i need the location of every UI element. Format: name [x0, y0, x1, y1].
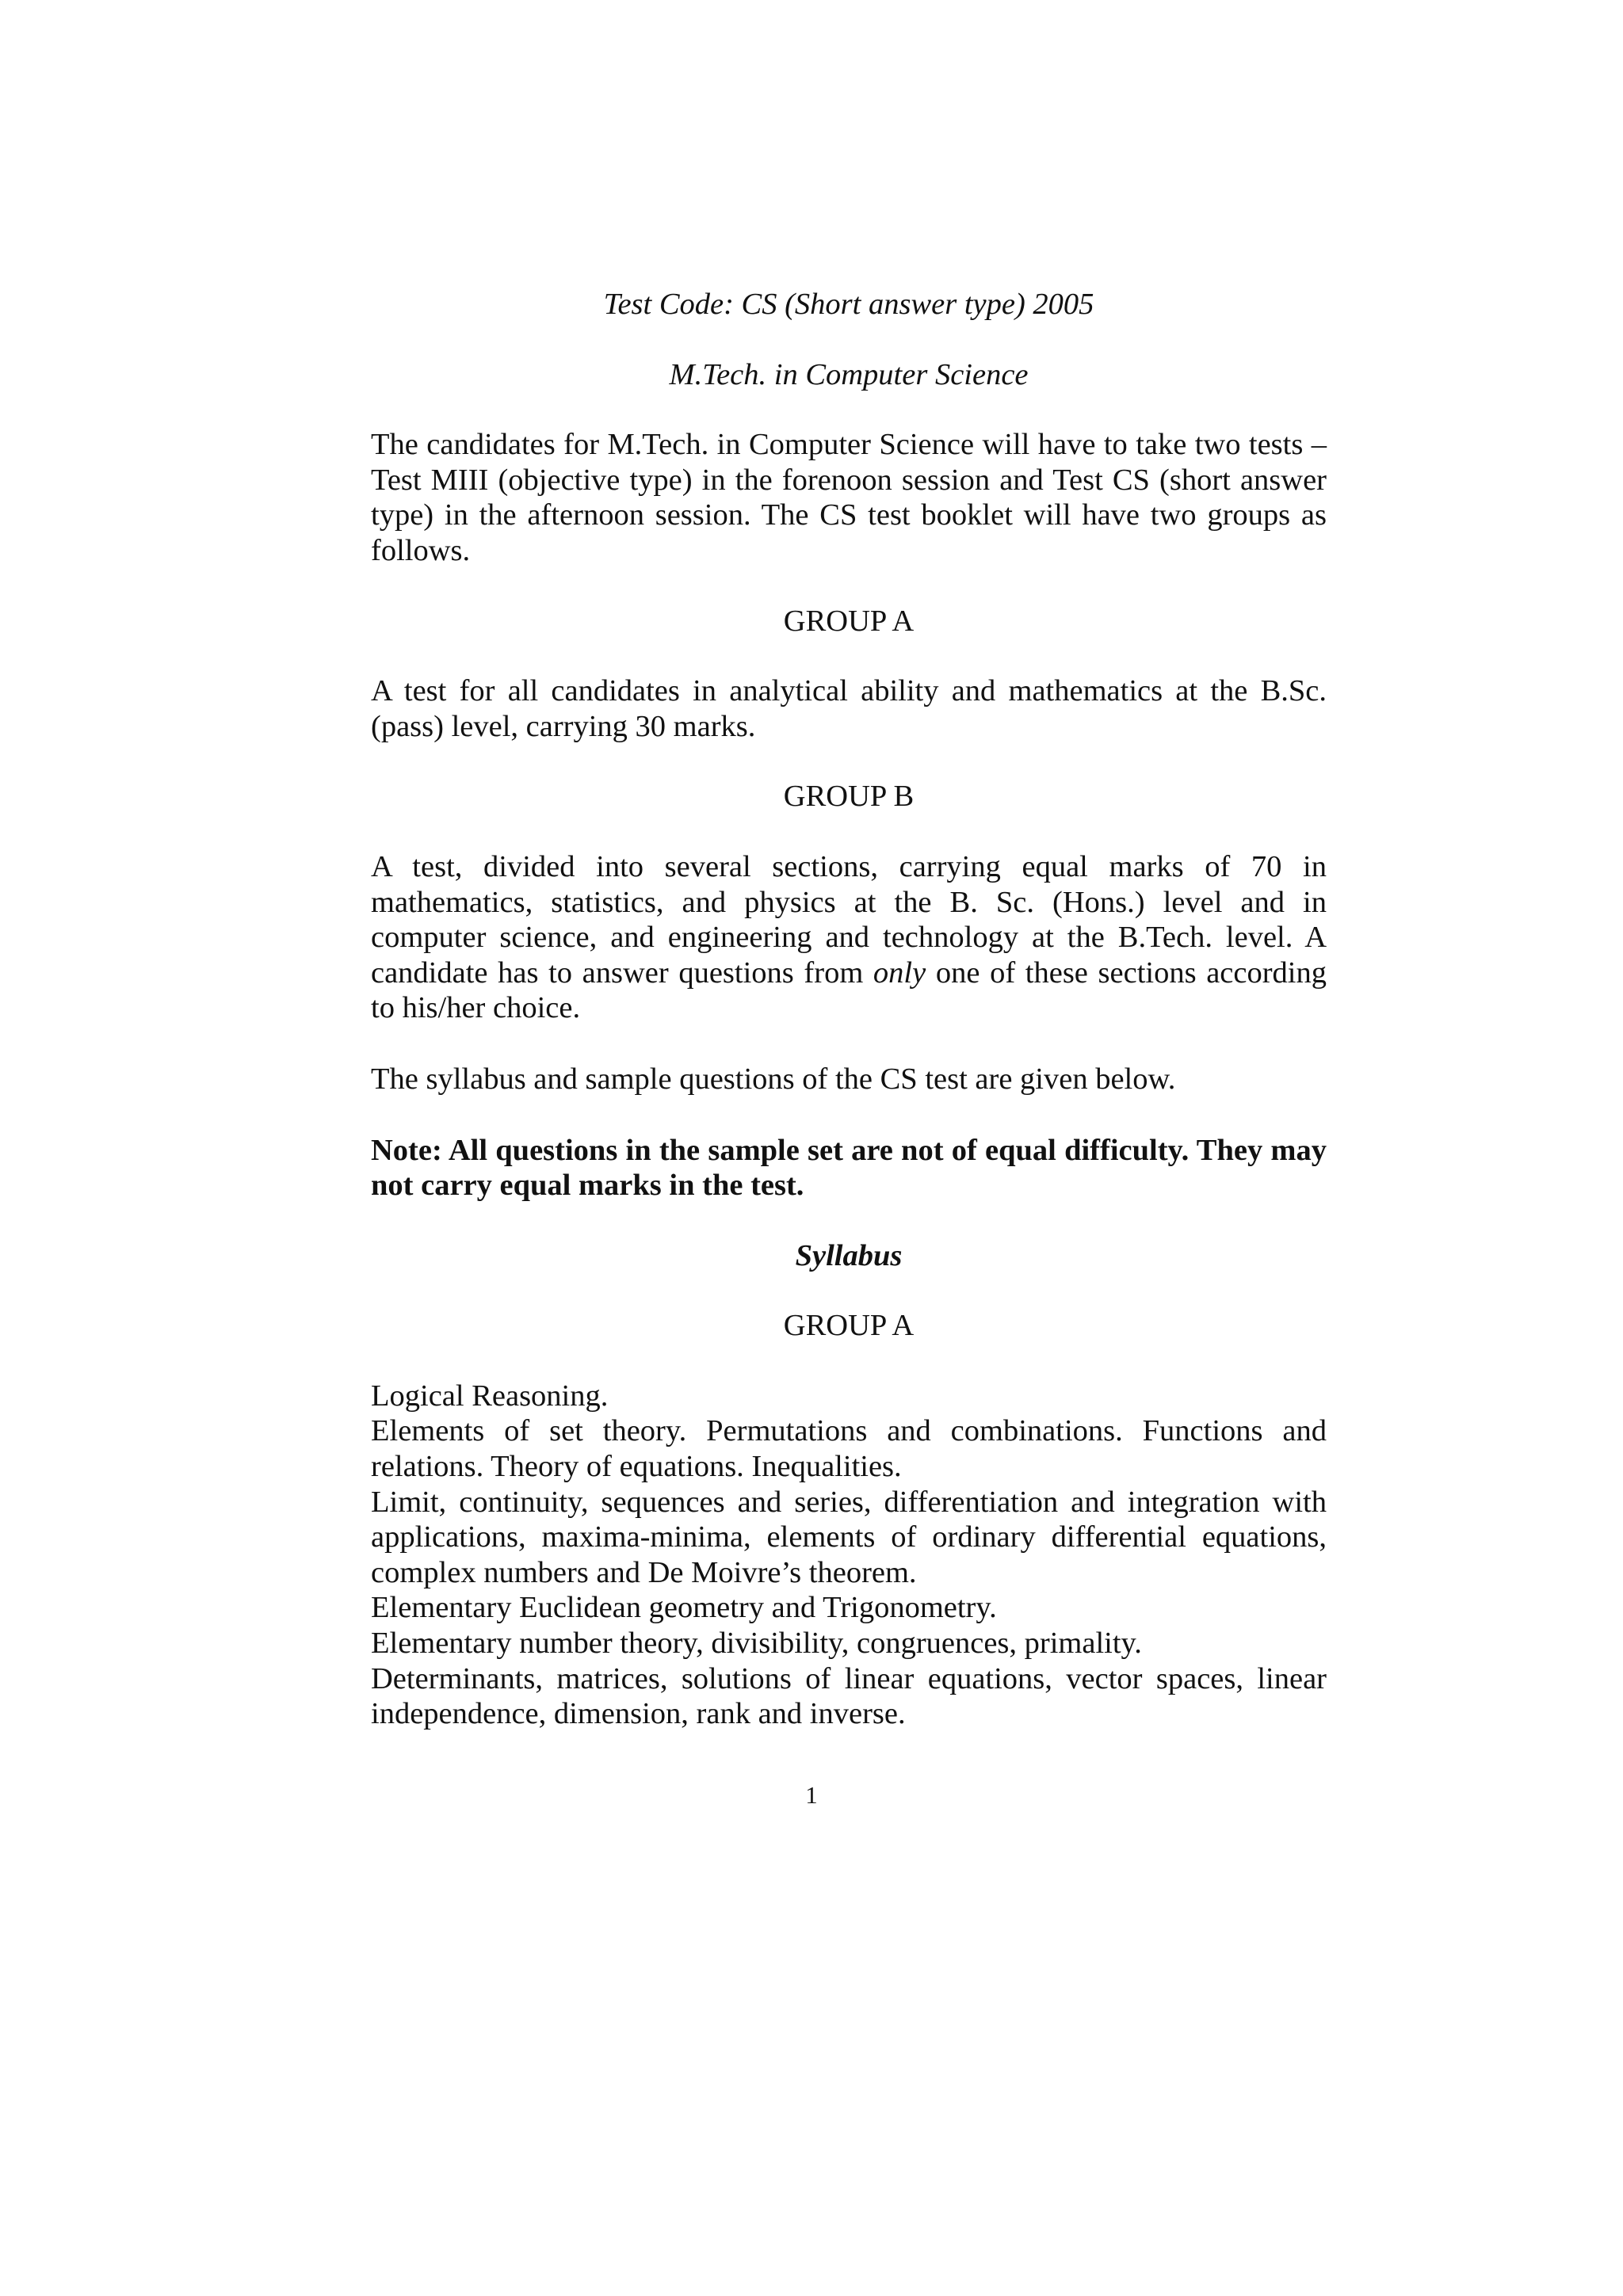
- syllabus-topic: Elementary number theory, divisibility, congruences, primality.: [371, 1627, 1142, 1661]
- syllabus-topic-list: [371, 1379, 1327, 1732]
- group-b-text-after: one of these sections according to his/her choice.: [371, 955, 1327, 1025]
- page-number: 1: [805, 1781, 818, 1809]
- syllabus-topic: Elementary Euclidean geometry and Trigonometry.: [371, 1591, 997, 1625]
- group-b-heading: GROUP B: [783, 780, 915, 814]
- note-paragraph: Note: All questions in the sample set are not of equal difficulty. They may not carry equal marks in the test.: [371, 1133, 1327, 1203]
- syllabus-intro: The syllabus and sample questions of the CS test are given below.: [371, 1062, 1176, 1096]
- syllabus-topic: Limit, continuity, sequences and series, differentiation and integration with applications, maxima-minima, elements of ordinary differential equations, complex numbers and De Moivre’s theorem.: [371, 1485, 1327, 1589]
- program-heading: M.Tech. in Computer Science: [669, 357, 1029, 391]
- document-page: [371, 287, 1327, 1732]
- syllabus-title: Syllabus: [795, 1238, 903, 1272]
- test-code-heading: Test Code: CS (Short answer type) 2005: [603, 288, 1094, 321]
- syllabus-topic: Determinants, matrices, solutions of linear equations, vector spaces, linear independence, dimension, rank and inverse.: [371, 1661, 1327, 1731]
- group-b-text-before: A test, divided into several sections, carrying equal marks of 70 in mathematics, statistics, and physics at the B. Sc. (Hons.) level and in computer science, and engineering and technology at the B.Tech. level. A candidate has to answer questions from: [371, 849, 1327, 990]
- syllabus-topic: Elements of set theory. Permutations and combinations. Functions and relations. Theory of equations. Inequalities.: [371, 1414, 1327, 1484]
- syllabus-topic: Logical Reasoning.: [371, 1379, 609, 1413]
- intro-paragraph: The candidates for M.Tech. in Computer Science will have to take two tests – Test MIII (objective type) in the forenoon session and Test CS (short answer type) in the afternoon session. The CS test booklet will have two groups as follows.: [371, 428, 1327, 567]
- group-b-emphasis: only: [873, 955, 926, 990]
- syllabus-group-a-heading: GROUP A: [783, 1309, 915, 1343]
- group-a-heading: GROUP A: [783, 604, 915, 638]
- group-b-paragraph: [371, 849, 1327, 1026]
- group-a-paragraph: A test for all candidates in analytical ability and mathematics at the B.Sc. (pass) level, carrying 30 marks.: [371, 674, 1327, 743]
